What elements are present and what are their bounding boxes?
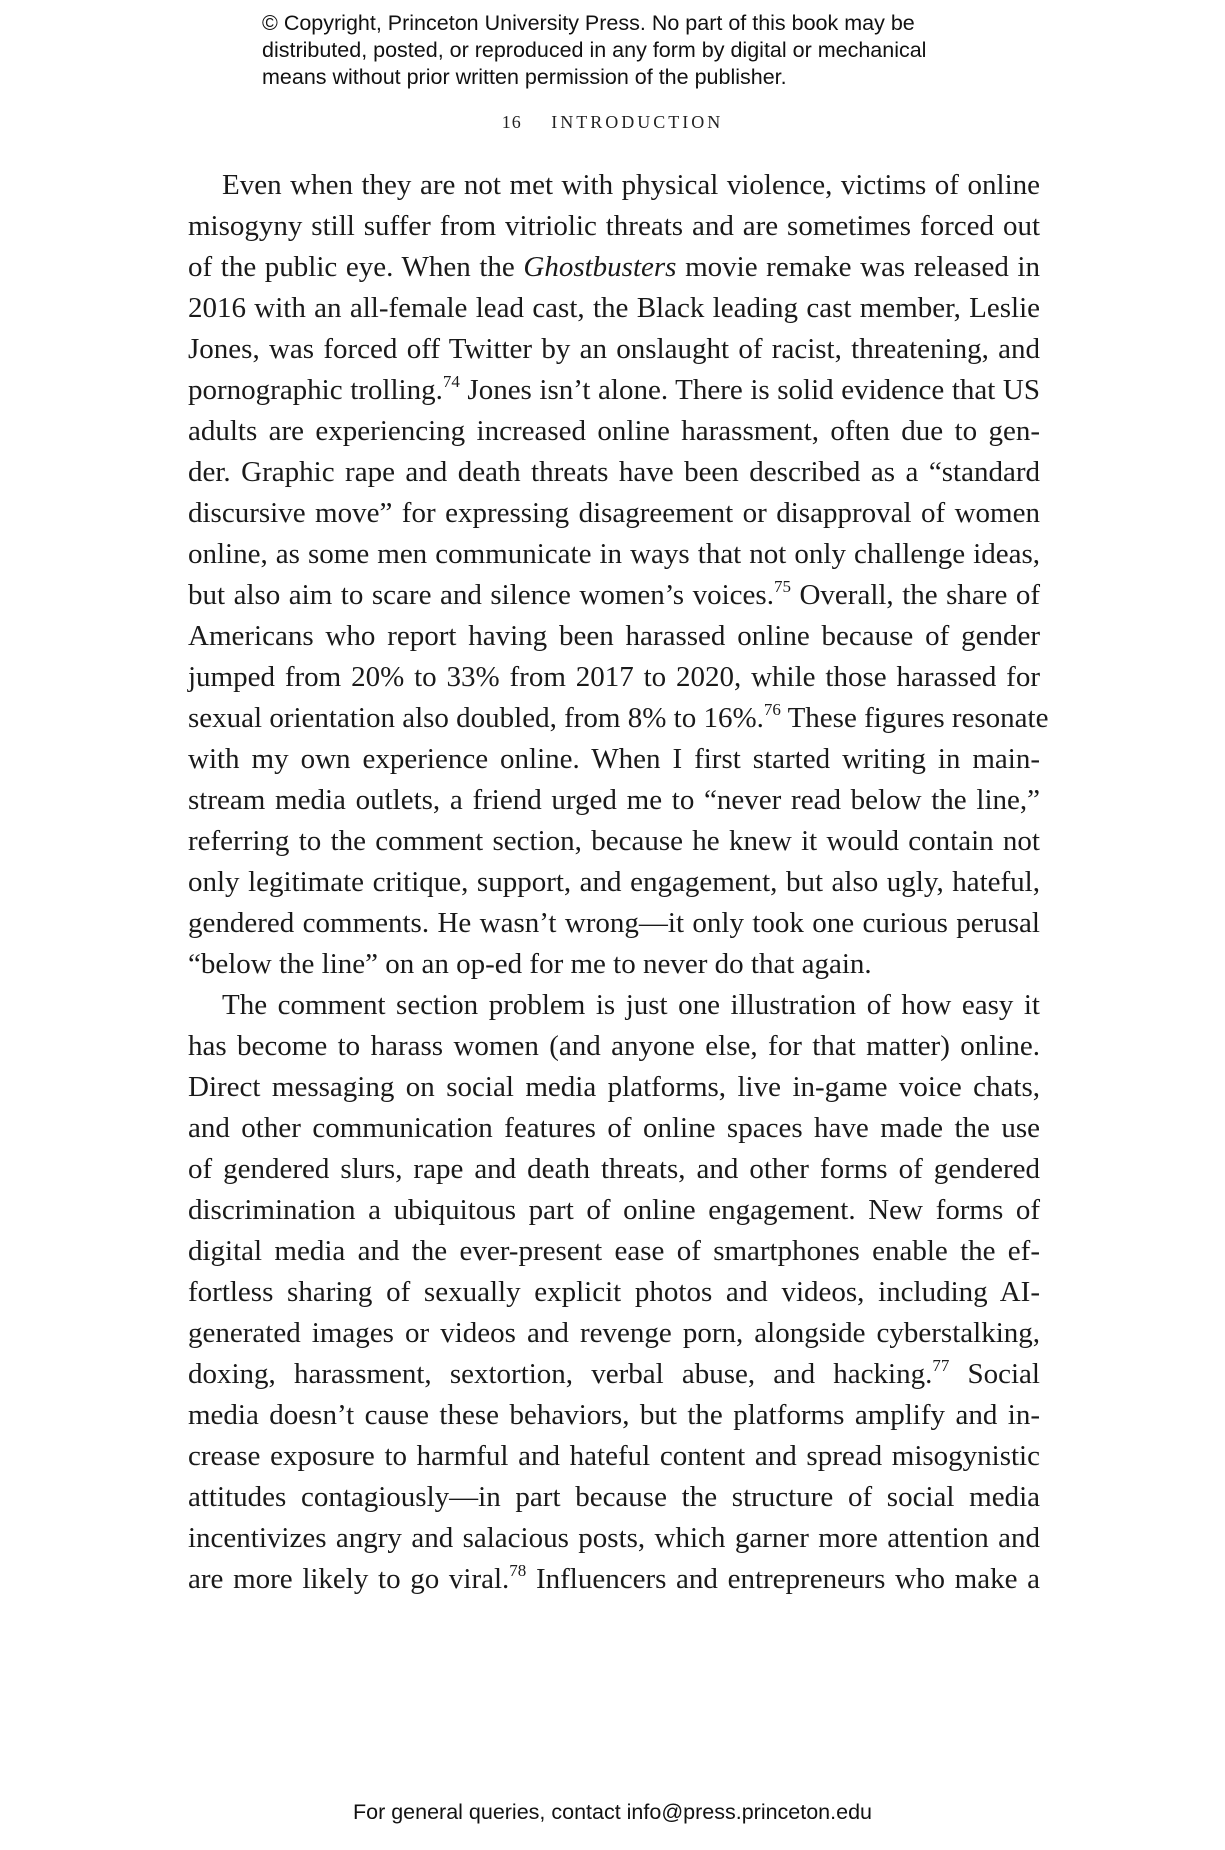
text-line: of gendered slurs, rape and death threats, and other forms of gendered — [188, 1153, 1040, 1185]
copyright-line: © Copyright, Princeton University Press. No part of this book may be — [262, 11, 915, 35]
copyright-line: distributed, posted, or reproduced in any form by digital or mechanical — [262, 38, 927, 62]
footnote-marker: 75 — [773, 577, 791, 596]
footnote-marker: 77 — [932, 1356, 950, 1375]
text-line: pornographic trolling.$^{74}$ Jones isn’t alone. There is solid evidence that US — [188, 372, 1040, 406]
body-text — [188, 165, 1049, 1600]
text-line: crease exposure to harmful and hateful content and spread misogynistic — [188, 1440, 1040, 1472]
footnote-marker: 76 — [763, 700, 781, 719]
text-line: doxing, harassment, sextortion, verbal abuse, and hacking.$^{77}$ Social — [188, 1356, 1040, 1390]
text-line: fortless sharing of sexually explicit photos and videos, including AI- — [188, 1276, 1040, 1308]
text-line: 2016 with an all-female lead cast, the Black leading cast member, Leslie — [188, 292, 1040, 324]
text-line: generated images or videos and revenge porn, alongside cyberstalking, — [188, 1317, 1040, 1349]
text-line: with my own experience online. When I first started writing in main- — [188, 743, 1040, 775]
footnote-marker: 78 — [509, 1561, 527, 1580]
text-line: misogyny still suffer from vitriolic threats and are sometimes forced out — [188, 210, 1040, 242]
text-line: jumped from 20% to 33% from 2017 to 2020, while those harassed for — [188, 661, 1040, 693]
film-title: Ghostbusters — [523, 251, 677, 283]
text-line: online, as some men communicate in ways that not only challenge ideas, — [188, 538, 1040, 570]
text-line: but also aim to scare and silence women’s voices.$^{75}$ Overall, the share of — [188, 577, 1041, 611]
text-line: Even when they are not met with physical violence, victims of online — [222, 169, 1040, 201]
text-line: der. Graphic rape and death threats have been described as a “standard — [188, 456, 1040, 488]
copyright-notice — [262, 10, 982, 91]
text-line: only legitimate critique, support, and engagement, but also ugly, hateful, — [188, 866, 1040, 898]
running-head — [0, 112, 1225, 133]
text-line: “below the line” on an op-ed for me to never do that again. — [188, 948, 872, 980]
chapter-title: INTRODUCTION — [551, 112, 724, 132]
text-line: gendered comments. He wasn’t wrong—it only took one curious perusal — [188, 907, 1040, 939]
text-line: sexual orientation also doubled, from 8% to 16%.$^{76}$ These figures resonate — [188, 700, 1049, 734]
text-line: adults are experiencing increased online harassment, often due to gen- — [188, 415, 1040, 447]
text-line: Jones, was forced off Twitter by an onslaught of racist, threatening, and — [188, 333, 1040, 365]
contact-footer: For general queries, contact info@press.princeton.edu — [352, 1800, 872, 1824]
text-line: has become to harass women (and anyone else, for that matter) online. — [188, 1030, 1040, 1062]
page-number: 16 — [501, 112, 522, 132]
text-line: attitudes contagiously—in part because the structure of social media — [188, 1481, 1040, 1513]
text-line: of the public eye. When the Ghostbusters movie remake was released in — [188, 251, 1040, 283]
text-line: media doesn’t cause these behaviors, but the platforms amplify and in- — [188, 1399, 1040, 1431]
text-line: referring to the comment section, because he knew it would contain not — [188, 825, 1040, 857]
copyright-line: means without prior written permission of the publisher. — [262, 65, 787, 89]
text-line: Direct messaging on social media platforms, live in-game voice chats, — [188, 1071, 1040, 1103]
text-line: Americans who report having been harassed online because of gender — [188, 620, 1040, 652]
text-line: stream media outlets, a friend urged me to “never read below the line,” — [188, 784, 1040, 816]
text-line: digital media and the ever-present ease of smartphones enable the ef- — [188, 1235, 1040, 1267]
text-line: discrimination a ubiquitous part of online engagement. New forms of — [188, 1194, 1040, 1226]
text-line: incentivizes angry and salacious posts, which garner more attention and — [188, 1522, 1040, 1554]
footnote-marker: 74 — [442, 372, 460, 391]
text-line: and other communication features of online spaces have made the use — [188, 1112, 1040, 1144]
text-line: are more likely to go viral.$^{78}$ Influencers and entrepreneurs who make a — [188, 1561, 1040, 1595]
text-line: The comment section problem is just one illustration of how easy it — [222, 989, 1040, 1021]
text-line: discursive move” for expressing disagreement or disapproval of women — [188, 497, 1040, 529]
